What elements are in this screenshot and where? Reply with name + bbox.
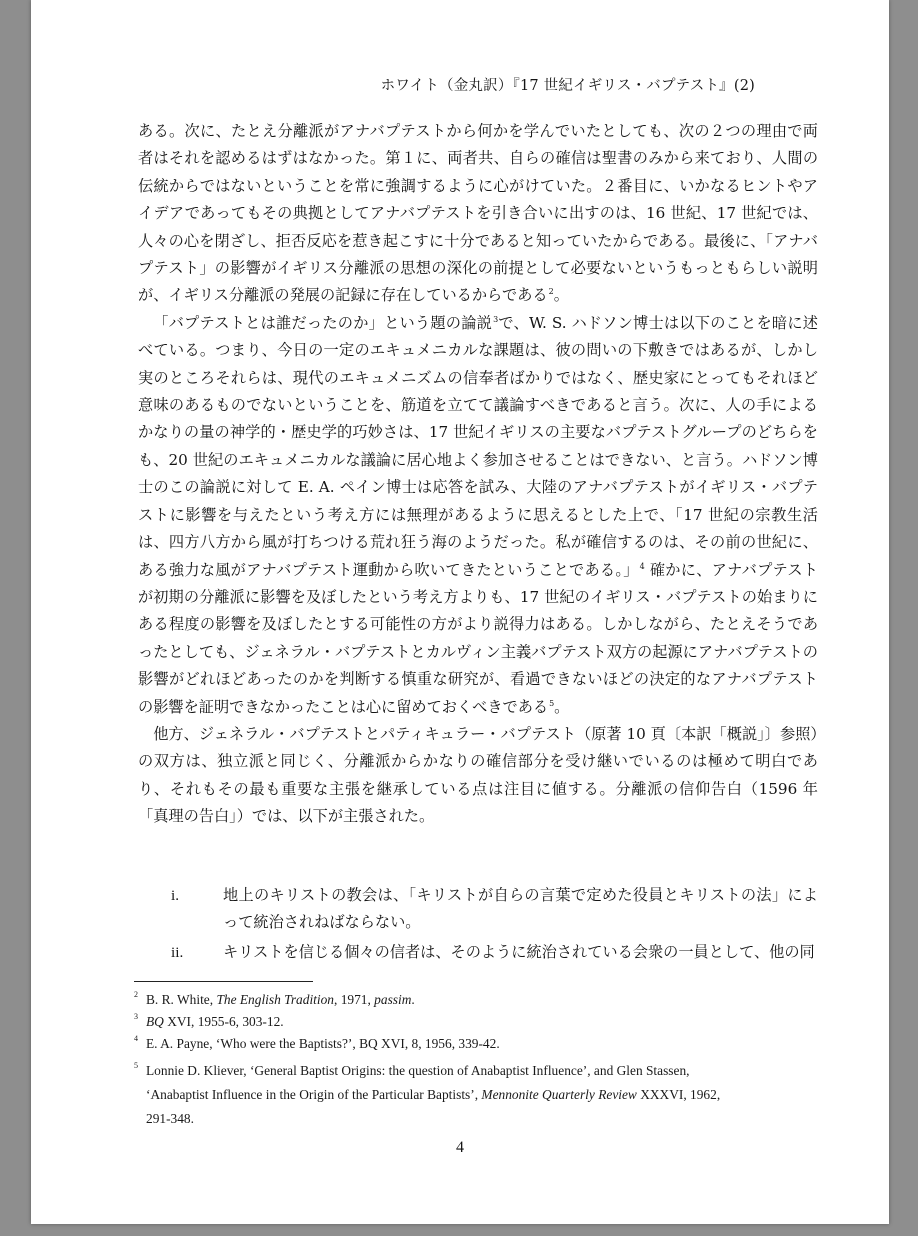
paragraph-2-part-b: で、W. S. ハドソン博士は以下のことを暗に述べている。つまり、今日の一定のエキュメニカルな課題は、彼の問いの下敷きではあるが、しかし実のところそれらは、現代のエキュメニズムの信奉者ばかりではなく、歴史家にとってもそれほど意味のあるものでないということを、筋道を立てて議論すべきであると言う。次に、人の手によるかなりの量の神学的・歴史学的巧妙さは、17 世紀イギリスの主要なバプテストグループのどちらをも、20 世紀のエキュメニカルな議論に居心地よく参加させることはできない、と言う。ハドソン博士のこの論説に対して E. A. ペイン博士は応答を試み、大陸のアナバプテストがイギリス・バプテストに影響を与えたという考え方には無理があるように思えるとした上で、「17 世紀の宗教生活は、四方八方から風が打ちつける荒れ狂う海のようだった。私が確信するのは、その前の世紀に、ある強力な風がアナバプテスト運動から吹いてきたということである。」: [138, 313, 818, 579]
footnote-text: E. A. Payne, ‘Who were the Baptists?’, BQ XVI, 8, 1956, 339-42.: [146, 1036, 500, 1051]
footnote-ref-5: 5: [549, 698, 555, 708]
footnote-text: , 1971,: [334, 992, 375, 1007]
running-header: ホワイト（金丸訳）『17 世紀イギリス・バプテスト』(2): [380, 78, 755, 94]
paragraph-2-part-a: 「バプテストとは誰だったのか」という題の論説: [153, 313, 493, 332]
body-text: [138, 118, 818, 831]
list-item-number: i.: [171, 887, 180, 904]
document-page: [31, 0, 889, 1224]
footnote-text: B. R. White,: [146, 992, 217, 1007]
list-item: [138, 882, 818, 937]
page-number: 4: [456, 1139, 464, 1156]
footnote-mark: 4: [134, 1034, 138, 1043]
paragraph-3: 他方、ジェネラル・バプテストとパティキュラー・バプテスト（原著 10 頁〔本訳「概説」〕参照）の双方は、独立派と同じく、分離派からかなりの確信部分を受け継いでいるのは極めて明白であり、それもその最も重要な主張を継承している点は注目に値する。分離派の信仰告白（1596 年「真理の告白」）では、以下が主張された。: [138, 724, 818, 826]
paragraph-1: [138, 118, 818, 310]
footnote-text: .: [411, 992, 415, 1007]
footnote-ref-3: 3: [493, 314, 499, 324]
footnote-4: [132, 1033, 732, 1055]
footnote-title: Mennonite Quarterly Review: [481, 1087, 637, 1102]
footnote-ref-2: 2: [548, 287, 554, 297]
footnote-title: BQ: [146, 1014, 164, 1029]
footnote-text: XXXVI, 1962, 291-348.: [146, 1087, 721, 1126]
footnote-2: [132, 989, 732, 1011]
footnote-mark: 2: [134, 990, 138, 999]
paragraph-1-tail: 。: [553, 286, 569, 305]
footnote-mark: 5: [134, 1061, 138, 1070]
list-item: [138, 939, 818, 966]
footnote-passim: passim: [374, 992, 412, 1007]
list-item-text: 地上のキリストの教会は、「キリストが自らの言葉で定めた役員とキリストの法」によって統治されねばならない。: [223, 886, 818, 932]
footnote-5: [132, 1059, 732, 1131]
paragraph-2-tail: 。: [554, 697, 570, 716]
paragraph-1-text: ある。次に、たとえ分離派がアナバプテストから何かを学んでいたとしても、次の２つの理由で両者はそれを認めるはずはなかった。第１に、両者共、自らの確信は聖書のみから来ており、人間の伝統からではないということを常に強調するように心がけていた。２番目に、いかなるヒントやアイデアであってもその典拠としてアナバプテストを引き合いに出すのは、16 世紀、17 世紀では、人々の心を閉ざし、拒否反応を惹き起こすに十分であると知っていたからである。最後に、「アナバプテスト」の影響がイギリス分離派の思想の深化の前提として必要ないというもっともらしい説明が、イギリス分離派の発展の記録に存在しているからである: [138, 122, 818, 305]
footnotes: [132, 989, 732, 1131]
footnote-3: [132, 1011, 732, 1033]
confession-list: [138, 882, 818, 966]
list-item-number: ii.: [171, 943, 184, 961]
list-item-text: キリストを信じる個々の信者は、そのように統治されている会衆の一員として、他の同: [223, 942, 815, 961]
footnote-mark: 3: [134, 1012, 138, 1021]
footnote-ref-4: 4: [639, 561, 645, 571]
paragraph-2: [138, 310, 818, 721]
paragraph-2-part-c: 確かに、アナバプテストが初期の分離派に影響を及ぼしたという考え方よりも、17 世紀のイギリス・バプテストの始まりにある程度の影響を及ぼしたとする可能性の方がより説得力はある。しかしながら、たとえそうであったとしても、ジェネラル・バプテストとカルヴィン主義バプテスト双方の起源にアナバプテストの影響がどれほどあったのかを判断する慎重な研究が、看過できないほどの決定的なアナバプテストの影響を証明できなかったことは心に留めておくべきである: [138, 560, 818, 716]
footnote-text: Lonnie D. Kliever, ‘General Baptist Origins: the question of Anabaptist Influence’, and Glen Stassen, ‘Anabaptist Influence in the Origin of the Particular Baptists’,: [146, 1063, 690, 1102]
footnote-title: The English Tradition: [216, 992, 334, 1007]
footnote-text: XVI, 1955-6, 303-12.: [163, 1014, 284, 1029]
footnote-separator: [134, 981, 313, 982]
